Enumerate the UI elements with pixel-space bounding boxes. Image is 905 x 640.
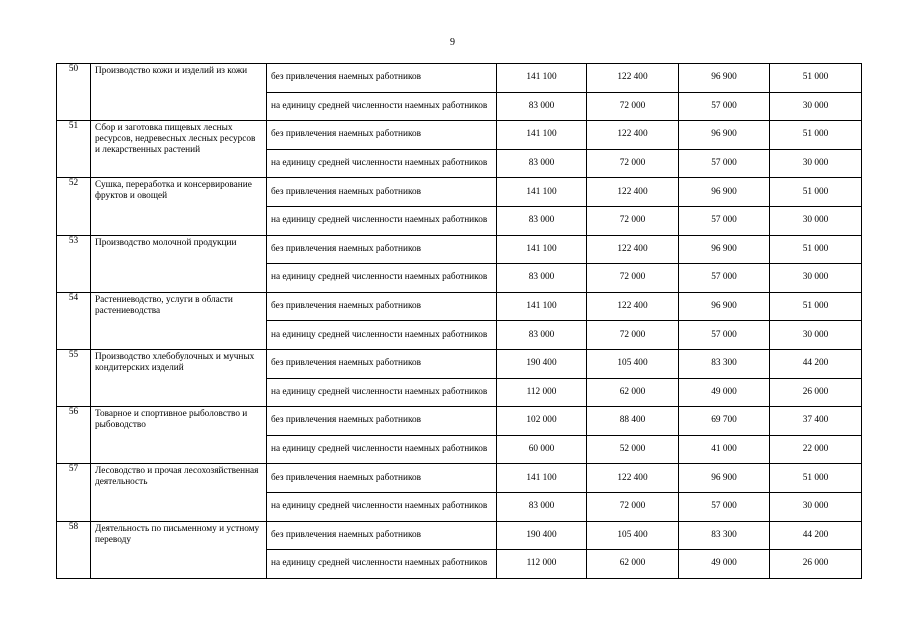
condition-without-employees: без привлечения наемных работников	[267, 178, 497, 207]
amount-cell: 105 400	[587, 521, 679, 550]
activity-name: Производство хлебобулочных и мучных кондитерских изделий	[91, 349, 267, 406]
amount-cell: 112 000	[497, 550, 587, 579]
amount-cell: 72 000	[587, 206, 679, 235]
table-row	[57, 464, 862, 493]
amount-cell: 30 000	[770, 492, 862, 521]
amount-cell: 122 400	[587, 235, 679, 264]
condition-per-employee: на единицу средней численности наемных работников	[267, 435, 497, 464]
activity-name: Производство кожи и изделий из кожи	[91, 64, 267, 121]
amount-cell: 22 000	[770, 435, 862, 464]
amount-cell: 26 000	[770, 378, 862, 407]
condition-without-employees: без привлечения наемных работников	[267, 521, 497, 550]
amount-cell: 190 400	[497, 521, 587, 550]
tax-rates-table	[56, 63, 862, 579]
amount-cell: 83 000	[497, 321, 587, 350]
row-number: 50	[57, 64, 91, 121]
amount-cell: 96 900	[679, 178, 770, 207]
amount-cell: 26 000	[770, 550, 862, 579]
amount-cell: 83 300	[679, 349, 770, 378]
amount-cell: 52 000	[587, 435, 679, 464]
amount-cell: 141 100	[497, 292, 587, 321]
amount-cell: 30 000	[770, 149, 862, 178]
table-row	[57, 349, 862, 378]
table-row	[57, 121, 862, 150]
amount-cell: 62 000	[587, 378, 679, 407]
amount-cell: 83 000	[497, 92, 587, 121]
table-row	[57, 235, 862, 264]
amount-cell: 57 000	[679, 492, 770, 521]
condition-per-employee: на единицу средней численности наемных работников	[267, 321, 497, 350]
row-number: 57	[57, 464, 91, 521]
amount-cell: 51 000	[770, 235, 862, 264]
activity-name: Лесоводство и прочая лесохозяйственная деятельность	[91, 464, 267, 521]
amount-cell: 51 000	[770, 121, 862, 150]
amount-cell: 122 400	[587, 121, 679, 150]
amount-cell: 72 000	[587, 149, 679, 178]
amount-cell: 60 000	[497, 435, 587, 464]
condition-per-employee: на единицу средней численности наемных работников	[267, 92, 497, 121]
activity-name: Производство молочной продукции	[91, 235, 267, 292]
table-body	[57, 64, 862, 579]
row-number: 58	[57, 521, 91, 578]
amount-cell: 30 000	[770, 206, 862, 235]
activity-name: Товарное и спортивное рыболовство и рыбоводство	[91, 407, 267, 464]
amount-cell: 112 000	[497, 378, 587, 407]
activity-name: Сушка, переработка и консервирование фруктов и овощей	[91, 178, 267, 235]
table-row	[57, 521, 862, 550]
amount-cell: 57 000	[679, 92, 770, 121]
amount-cell: 141 100	[497, 178, 587, 207]
amount-cell: 72 000	[587, 492, 679, 521]
amount-cell: 83 300	[679, 521, 770, 550]
amount-cell: 122 400	[587, 178, 679, 207]
amount-cell: 62 000	[587, 550, 679, 579]
amount-cell: 83 000	[497, 264, 587, 293]
row-number: 54	[57, 292, 91, 349]
amount-cell: 57 000	[679, 149, 770, 178]
amount-cell: 51 000	[770, 178, 862, 207]
amount-cell: 96 900	[679, 235, 770, 264]
amount-cell: 30 000	[770, 264, 862, 293]
table-row	[57, 292, 862, 321]
row-number: 51	[57, 121, 91, 178]
amount-cell: 122 400	[587, 64, 679, 93]
amount-cell: 102 000	[497, 407, 587, 436]
amount-cell: 41 000	[679, 435, 770, 464]
amount-cell: 72 000	[587, 92, 679, 121]
amount-cell: 49 000	[679, 550, 770, 579]
amount-cell: 141 100	[497, 64, 587, 93]
condition-per-employee: на единицу средней численности наемных работников	[267, 264, 497, 293]
table-row	[57, 407, 862, 436]
condition-without-employees: без привлечения наемных работников	[267, 407, 497, 436]
row-number: 55	[57, 349, 91, 406]
amount-cell: 122 400	[587, 292, 679, 321]
condition-per-employee: на единицу средней численности наемных работников	[267, 149, 497, 178]
condition-per-employee: на единицу средней численности наемных работников	[267, 550, 497, 579]
page-number: 9	[450, 37, 455, 48]
amount-cell: 141 100	[497, 464, 587, 493]
table-row	[57, 178, 862, 207]
condition-per-employee: на единицу средней численности наемных работников	[267, 378, 497, 407]
condition-per-employee: на единицу средней численности наемных работников	[267, 206, 497, 235]
amount-cell: 96 900	[679, 464, 770, 493]
activity-name: Растениеводство, услуги в области растениеводства	[91, 292, 267, 349]
amount-cell: 88 400	[587, 407, 679, 436]
condition-without-employees: без привлечения наемных работников	[267, 121, 497, 150]
amount-cell: 51 000	[770, 464, 862, 493]
amount-cell: 72 000	[587, 321, 679, 350]
amount-cell: 49 000	[679, 378, 770, 407]
amount-cell: 83 000	[497, 206, 587, 235]
amount-cell: 141 100	[497, 235, 587, 264]
condition-without-employees: без привлечения наемных работников	[267, 235, 497, 264]
amount-cell: 30 000	[770, 92, 862, 121]
condition-without-employees: без привлечения наемных работников	[267, 64, 497, 93]
condition-without-employees: без привлечения наемных работников	[267, 349, 497, 378]
amount-cell: 96 900	[679, 121, 770, 150]
row-number: 56	[57, 407, 91, 464]
amount-cell: 141 100	[497, 121, 587, 150]
amount-cell: 72 000	[587, 264, 679, 293]
amount-cell: 57 000	[679, 264, 770, 293]
amount-cell: 69 700	[679, 407, 770, 436]
row-number: 52	[57, 178, 91, 235]
amount-cell: 51 000	[770, 292, 862, 321]
amount-cell: 190 400	[497, 349, 587, 378]
activity-name: Сбор и заготовка пищевых лесных ресурсов, недревесных лесных ресурсов и лекарственных растений	[91, 121, 267, 178]
amount-cell: 57 000	[679, 206, 770, 235]
amount-cell: 83 000	[497, 149, 587, 178]
amount-cell: 96 900	[679, 64, 770, 93]
amount-cell: 30 000	[770, 321, 862, 350]
amount-cell: 44 200	[770, 521, 862, 550]
row-number: 53	[57, 235, 91, 292]
amount-cell: 96 900	[679, 292, 770, 321]
amount-cell: 83 000	[497, 492, 587, 521]
activity-name: Деятельность по письменному и устному переводу	[91, 521, 267, 578]
amount-cell: 122 400	[587, 464, 679, 493]
condition-per-employee: на единицу средней численности наемных работников	[267, 492, 497, 521]
amount-cell: 37 400	[770, 407, 862, 436]
amount-cell: 44 200	[770, 349, 862, 378]
condition-without-employees: без привлечения наемных работников	[267, 292, 497, 321]
table-row	[57, 64, 862, 93]
amount-cell: 57 000	[679, 321, 770, 350]
amount-cell: 105 400	[587, 349, 679, 378]
condition-without-employees: без привлечения наемных работников	[267, 464, 497, 493]
amount-cell: 51 000	[770, 64, 862, 93]
